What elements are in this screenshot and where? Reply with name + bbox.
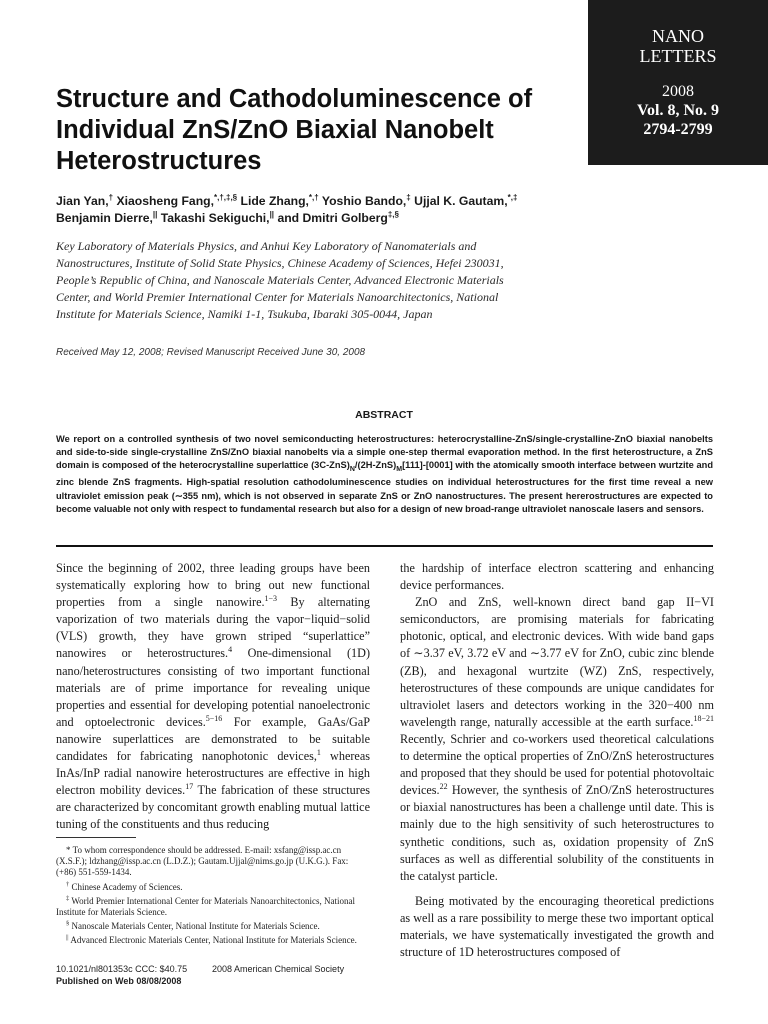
journal-pages: 2794-2799 [643,121,713,138]
reference-mark: 18−21 [693,713,714,723]
body-text: ZnO and ZnS, well-known direct band gap II−VI semiconductors, are promising materials for fabricating photonic, optical, and electronic devices. With wide band gaps of ∼3.37 eV, 3.72 eV and ∼3.77 eV for ZnO, cubic zinc blende (ZB), and hexagonal wurtzite (WZ) ZnS, respectively, heterostructures of these compounds are unique candidates for ultraviolet lasers and detectors working in the 320−400 nm wavelength range, naturally accessible at the earth surface. [400,595,714,729]
footnote-text: Chinese Academy of Sciences. [69,881,183,892]
author-name: Xiaosheng Fang, [116,194,214,208]
journal-year: 2008 [662,83,694,100]
abstract-heading: ABSTRACT [355,409,413,421]
body-paragraph [400,594,714,885]
right-column [400,560,714,961]
body-text: Since the beginning of 2002, three leading groups have been systematically exploring how to bring out new functional properties from a single nanowire. [56,561,370,610]
author-name: Ujjal K. Gautam, [414,194,508,208]
body-paragraph: the hardship of interface electron scattering and enhancing device performances. [400,561,714,593]
footnote [56,932,370,946]
author-mark: ‡ [406,192,411,202]
abstract-subscript: N [349,466,355,474]
affiliation: Key Laboratory of Materials Physics, and Anhui Key Laboratory of Nanomaterials and Nanostructures, Institute of Solid State Physics, Chinese Academy of Sciences, Hefei 230031, People’s Republic of China, and Nanoscale Materials Center, Advanced Electronic Materials Center, and World Premier International Center for Materials Nanoarchitectonics, National Institute for Materials Science, Namiki 1-1, Tsukuba, Ibaraki 305-0044, Japan [56,239,504,321]
journal-volume: Vol. 8, No. 9 [636,102,720,119]
journal-meta [588,82,768,139]
author-name: Benjamin Dierre, [56,211,153,225]
abstract-divider [56,545,713,547]
footnote [56,918,370,932]
abstract-subscript: M [396,466,403,474]
journal-name [588,26,768,66]
abstract-body [56,433,713,516]
author-name: and Dmitri Golberg [277,211,388,225]
author-mark: † [108,192,114,202]
author-mark: ‡,§ [387,209,399,219]
footnote [56,879,370,893]
abstract-text: /(2H-ZnS) [354,460,397,471]
author-mark: *,‡ [507,192,518,202]
body-text: By alternating vaporization of two materials during the vapor−liquid−solid (VLS) growth, they have grown striped “superlattice” nanowires or heterostructures. [56,595,370,661]
author-list [56,193,556,227]
author-mark: || [269,209,275,219]
abstract-text: [111]-[0001] with the atomically smooth interface between wurtzite and zinc blende ZnS fragments. High-spatial resolution cathodoluminescence studies on individual heterostructures for the first time reveal a new ultraviolet emission peak (∼355 nm), which is not observed in separate ZnS or ZnO nanostructures. The present hererostructures are expected to become valuable not only with respect to fundamental research but also for a design of new broad-range ultraviolet nanoscale lasers and sensors. [56,460,713,514]
reference-mark: 5−16 [205,713,223,723]
body-text: However, the synthesis of ZnO/ZnS heterostructures or biaxial nanostructures has been a challenge until date. This is mainly due to the high sensitivity of such heterostructures to synthetic conditions, such as, oxidation propensity of ZnS surfaces as well as differential solubility of the constituents in the catalyst particle. [400,783,714,883]
footnote-mark: ‡ [66,894,70,902]
author-mark: *,†,‡,§ [213,192,238,202]
footnote-mark: || [66,934,69,942]
body-text: One-dimensional (1D) nano/heterostructures consisting of two important functional materials are of prime importance for revealing unique properties and essential for developing potential nanoelectronic and optoelectronic devices. [56,646,371,729]
journal-info-box [588,0,768,165]
footnote-mark: † [66,880,70,888]
journal-name-line1: NANO [652,26,704,46]
body-text: The fabrication of these structures are characterized by concomitant growth enabling mutual lattice tuning of the constituents and thus reducing [56,783,370,832]
author-name: Takashi Sekiguchi, [160,211,270,225]
author-name: Jian Yan, [56,194,109,208]
copyright-line: 2008 American Chemical Society [212,964,345,974]
abstract-text: We report on a controlled synthesis of two novel semiconducting heterostructures: heterocrystalline-ZnS/single-crystalline-ZnO biaxial nanobelts and side-to-side single-crystalline ZnS/ZnO biaxial nanobelts via a simple one-step thermal evaporation method. In the first heterostructure, a ZnS domain is composed of the heterocrystalline superlattice (3C-ZnS) [56,434,713,471]
reference-mark: 22 [439,782,448,792]
journal-name-line2: LETTERS [639,46,717,66]
reference-mark: 1−3 [264,594,278,604]
author-mark: *,† [308,192,319,202]
body-text: whereas InAs/InP radial nanowire heterostructures are effective in high electron mobility devices. [56,749,370,798]
body-text: Recently, Schrier and co-workers used theoretical calculations to determine the optical properties of ZnO/ZnS heterostructures and proposed that they should be used for potential photovoltaic devices. [400,731,714,798]
author-name: Yoshio Bando, [321,194,407,208]
reference-mark: 17 [185,782,194,792]
author-name: Lide Zhang, [240,194,309,208]
footnote-text: World Premier International Center for Materials Nanoarchitectonics, National Institute for Materials Science. [56,895,356,918]
footnote-text: Nanoscale Materials Center, National Institute for Materials Science. [69,921,320,932]
doi-line: 10.1021/nl801353c CCC: $40.75 [56,964,188,974]
reference-mark: 4 [228,645,233,655]
received-dates: Received May 12, 2008; Revised Manuscript Received June 30, 2008 [56,347,366,358]
body-text: For example, GaAs/GaP nanowire superlattices are demonstrated to be suitable candidates for fabricating nanophotonic devices, [56,714,370,764]
reference-mark: 1 [316,747,321,757]
footnote-text: Advanced Electronic Materials Center, National Institute for Materials Science. [68,935,357,946]
footnote-divider [56,837,136,838]
body-paragraph: Being motivated by the encouraging theoretical predictions as well as a rare possibility to merge these two important optical materials, we have systematically investigated the growth and structure of 1D heterostructures composed of [400,893,714,960]
left-column [56,560,370,834]
article-title: Structure and Cathodoluminescence of Individual ZnS/ZnO Biaxial Nanobelt Heterostructures [56,85,533,175]
author-mark: || [152,209,158,219]
footnote [56,893,370,918]
published-date: Published on Web 08/08/2008 [56,976,182,986]
footnotes [56,845,370,947]
footnote-correspondence: * To whom correspondence should be addressed. E-mail: xsfang@issp.ac.cn (X.S.F.); ldzhang@issp.ac.cn (L.D.Z.); Gautam.Ujjal@nims.go.jp (U.K.G.). Fax: (+86) 551-559-1434. [56,845,349,878]
body-paragraph [56,560,370,834]
footnote-mark: § [66,920,70,928]
